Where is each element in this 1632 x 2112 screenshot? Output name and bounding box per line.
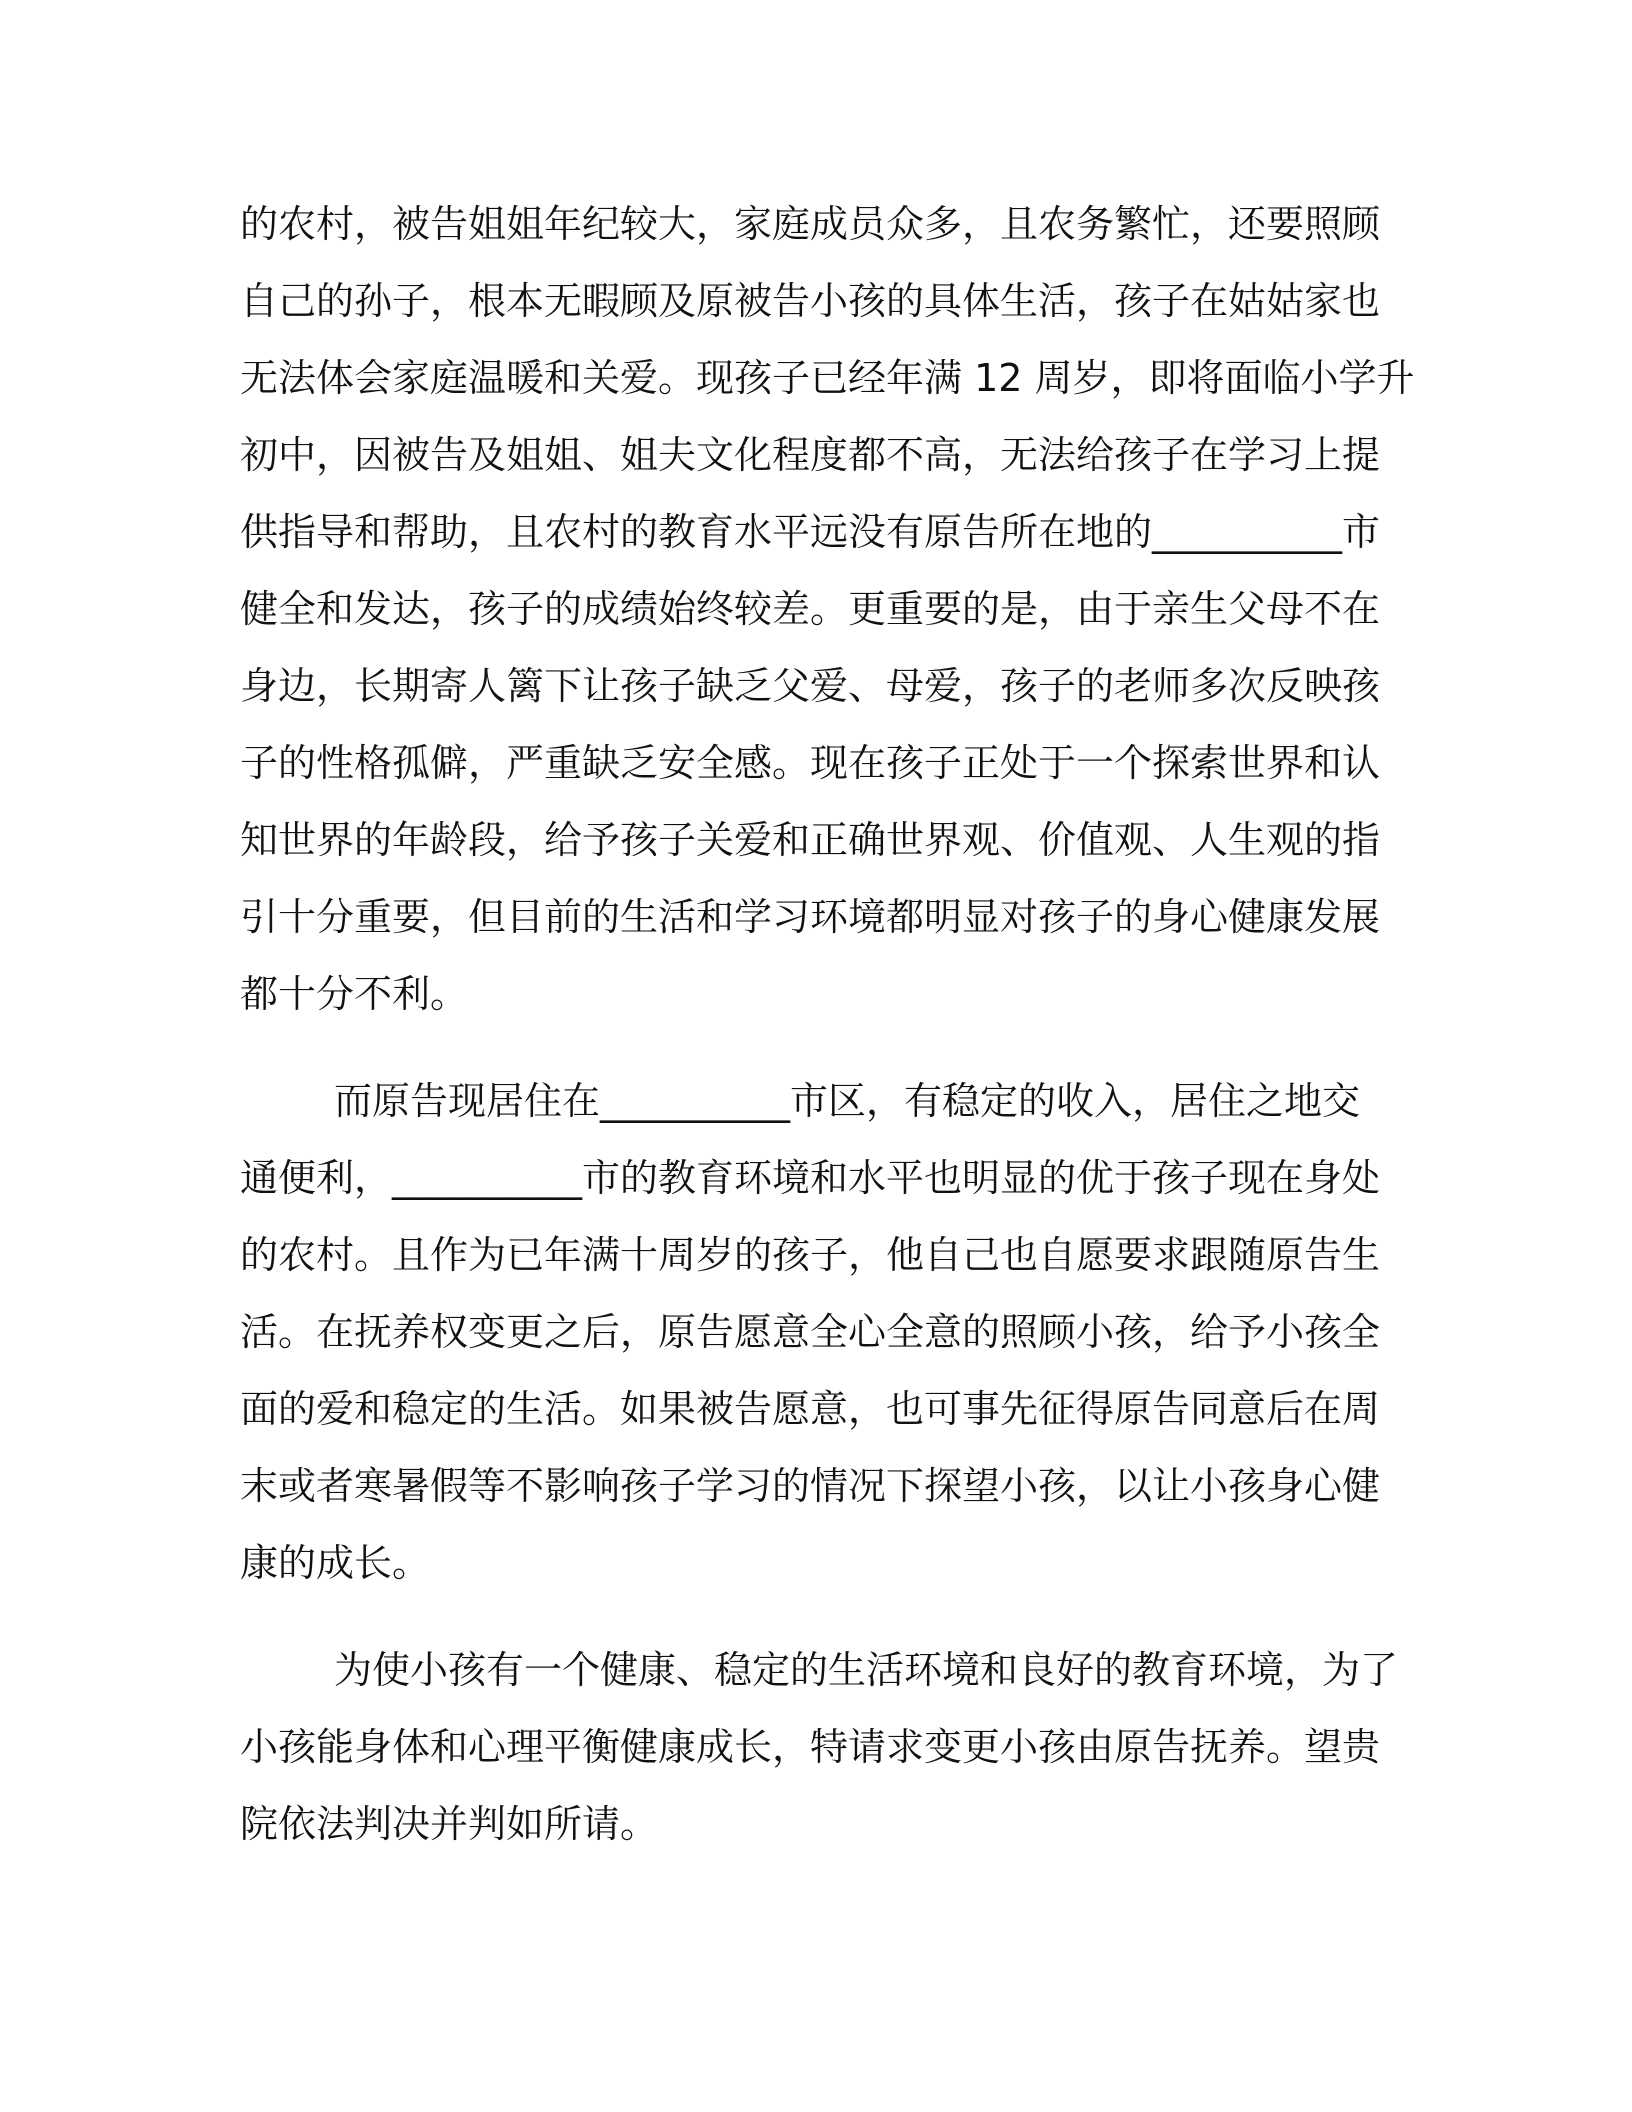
- text-line: 知世界的年龄段，给予孩子关爱和正确世界观、价值观、人生观的指: [240, 818, 1381, 862]
- paragraph-1: [240, 186, 1415, 1033]
- text-line: 初中，因被告及姐姐、姐夫文化程度都不高，无法给孩子在学习上提: [240, 433, 1381, 477]
- text-line: 康的成长。: [240, 1541, 431, 1585]
- text-line: 末或者寒暑假等不影响孩子学习的情况下探望小孩，以让小孩身心健: [240, 1464, 1381, 1508]
- text-line: 院依法判决并判如所请。: [240, 1802, 659, 1846]
- text-line: 小孩能身体和心理平衡健康成长，特请求变更小孩由原告抚养。望贵: [240, 1725, 1381, 1769]
- paragraph-2: [240, 1063, 1381, 1602]
- text-line: 供指导和帮助，且农村的教育水平远没有原告所在地的__________市: [240, 510, 1381, 554]
- text-line: 无法体会家庭温暖和关爱。现孩子已经年满 12 周岁，即将面临小学升: [240, 356, 1415, 400]
- text-line: 活。在抚养权变更之后，原告愿意全心全意的照顾小孩，给予小孩全: [240, 1310, 1381, 1354]
- text-line: 引十分重要，但目前的生活和学习环境都明显对孩子的身心健康发展: [240, 895, 1381, 939]
- text-line: 为使小孩有一个健康、稳定的生活环境和良好的教育环境，为了: [334, 1648, 1399, 1692]
- text-line: 面的爱和稳定的生活。如果被告愿意，也可事先征得原告同意后在周: [240, 1387, 1381, 1431]
- paragraph-spacing: [240, 1602, 1376, 1632]
- text-line: 的农村，被告姐姐年纪较大，家庭成员众多，且农务繁忙，还要照顾: [240, 202, 1381, 246]
- text-line: 身边，长期寄人篱下让孩子缺乏父爱、母爱，孩子的老师多次反映孩: [240, 664, 1381, 708]
- text-line: 而原告现居住在__________市区，有稳定的收入，居住之地交: [334, 1079, 1361, 1123]
- paragraph-3: [240, 1632, 1399, 1863]
- text-line: 通便利，__________市的教育环境和水平也明显的优于孩子现在身处: [240, 1156, 1381, 1200]
- paragraph-spacing: [240, 1033, 1376, 1063]
- text-line: 都十分不利。: [240, 972, 469, 1016]
- text-line: 健全和发达，孩子的成绩始终较差。更重要的是，由于亲生父母不在: [240, 587, 1381, 631]
- document-body: [240, 186, 1415, 1863]
- text-line: 自己的孙子，根本无暇顾及原被告小孩的具体生活，孩子在姑姑家也: [240, 279, 1381, 323]
- text-line: 的农村。且作为已年满十周岁的孩子，他自己也自愿要求跟随原告生: [240, 1233, 1381, 1277]
- text-line: 子的性格孤僻，严重缺乏安全感。现在孩子正处于一个探索世界和认: [240, 741, 1381, 785]
